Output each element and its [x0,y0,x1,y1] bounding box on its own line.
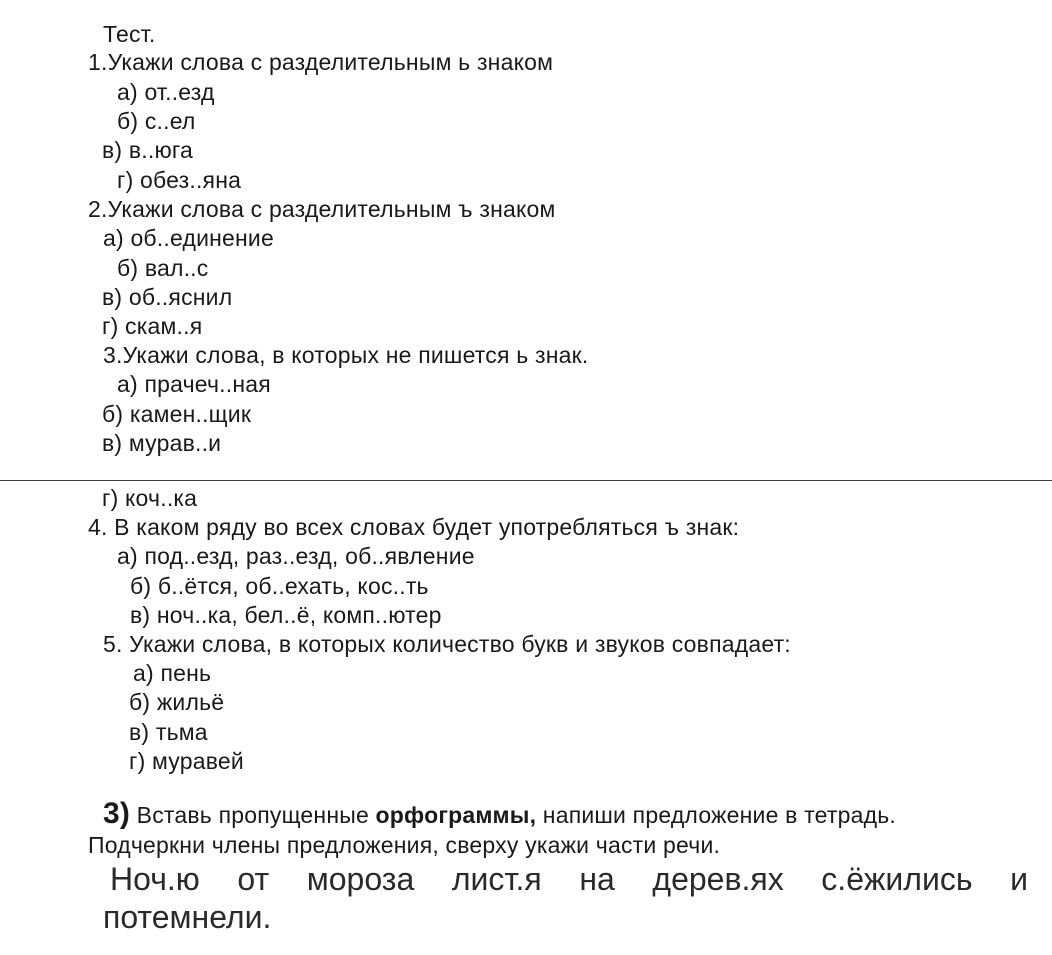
q5-option-d: г) муравей [129,748,244,774]
question-4: 4. В каком ряду во всех словах будет употребляться ъ знак: [88,514,740,540]
sentence-word: на [579,861,615,897]
q3-option-b: б) камен..щик [102,401,252,427]
q2-option-a: а) об..единение [103,225,274,251]
task-3-instruction-line2: Подчеркни члены предложения, сверху укажи части речи. [88,832,721,858]
sentence-word: дерев.ях [652,861,784,897]
q5-option-c: в) тьма [129,719,208,745]
sentence-word: с.ёжились [821,861,973,897]
q2-option-b: б) вал..с [117,255,209,281]
task-3-sentence-line2: потемнели. [103,899,272,935]
question-3: 3.Укажи слова, в которых не пишется ь знак. [103,342,589,368]
task-3-instruction [103,797,896,830]
q3-option-a: а) прачеч..ная [117,371,271,397]
q1-option-b: б) с..ел [117,108,196,134]
test-title: Тест. [103,21,156,47]
task-3-bold-word: орфограммы, [375,802,537,828]
q2-option-c: в) об..яснил [102,284,233,310]
q4-option-b: б) б..ётся, об..ехать, кос..ть [130,573,429,599]
question-1: 1.Укажи слова с разделительным ь знаком [88,49,554,75]
page-divider [0,480,1052,481]
task-3-sentence-line1 [110,860,1028,898]
q4-option-a: а) под..езд, раз..езд, об..явление [117,543,475,569]
sentence-word: от [237,861,270,897]
q2-option-d: г) скам..я [102,313,203,339]
question-5: 5. Укажи слова, в которых количество букв и звуков совпадает: [103,631,791,657]
q1-option-c: в) в..юга [102,137,193,163]
q5-option-b: б) жильё [129,689,225,715]
task-3-number: 3) [103,797,131,830]
sentence-word: и [1010,861,1028,897]
q1-option-a: а) от..езд [117,79,215,105]
q3-option-c: в) мурав..и [102,430,222,456]
question-2: 2.Укажи слова с разделительным ъ знаком [88,196,556,222]
sentence-word: мороза [306,861,415,897]
q3-option-d: г) коч..ка [102,485,198,511]
task-3-text-before: Вставь пропущенные [136,802,369,828]
sentence-word: лист.я [451,861,542,897]
q1-option-d: г) обез..яна [117,167,242,193]
q5-option-a: а) пень [133,660,212,686]
sentence-word: Ноч.ю [110,861,200,897]
task-3-text-after: напиши предложение в тетрадь. [542,802,896,828]
q4-option-c: в) ноч..ка, бел..ё, комп..ютер [130,602,442,628]
